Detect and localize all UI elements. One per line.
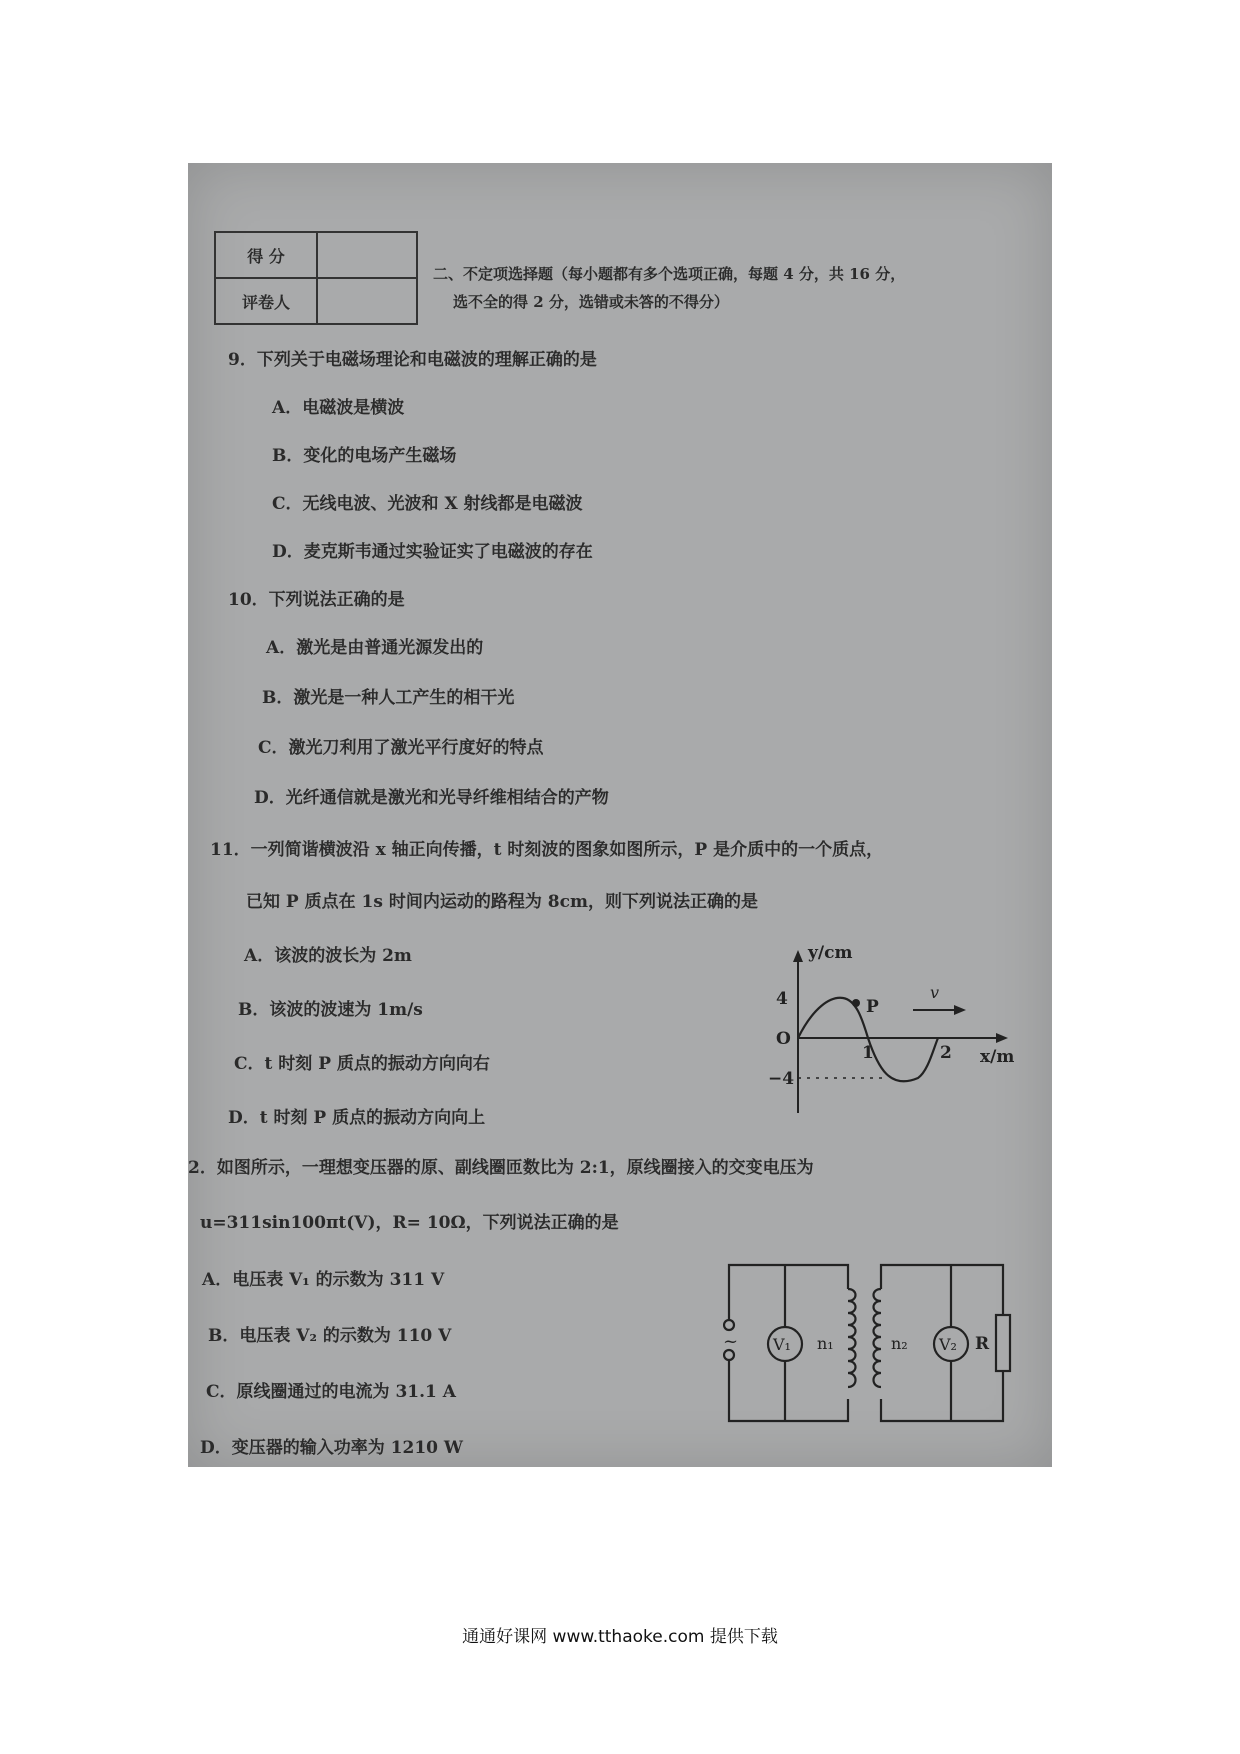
secondary-top-wire <box>881 1265 1003 1315</box>
question-10-option-b: B．激光是一种人工产生的相干光 <box>262 688 515 708</box>
ac-source-icon: ~ <box>723 1331 739 1352</box>
grader-value-cell <box>317 278 417 324</box>
question-11-stem-cont: 已知 P 质点在 1s 时间内运动的路程为 8cm，则下列说法正确的是 <box>246 892 758 912</box>
v2-label: V₂ <box>939 1335 957 1354</box>
primary-coil <box>848 1289 856 1387</box>
photographed-exam-page <box>188 163 1052 1467</box>
primary-bottom-wire <box>729 1359 848 1421</box>
velocity-label: v <box>930 983 940 1002</box>
y-tick-4: 4 <box>776 989 788 1009</box>
section-heading-note: 选不全的得 2 分，选错或未答的不得分） <box>453 293 729 311</box>
question-9-option-d: D．麦克斯韦通过实验证实了电磁波的存在 <box>272 542 593 562</box>
score-value-cell <box>317 232 417 278</box>
point-p-label: P <box>866 997 879 1017</box>
question-9-option-a: A．电磁波是横波 <box>272 398 405 418</box>
y-axis-label: y/cm <box>808 943 853 963</box>
secondary-bottom-wire <box>881 1371 1003 1421</box>
question-9-option-b: B．变化的电场产生磁场 <box>272 446 457 466</box>
x-tick-1: 1 <box>862 1043 874 1063</box>
n1-label: n₁ <box>817 1334 834 1353</box>
question-12-option-b: B．电压表 V₂ 的示数为 110 V <box>208 1326 452 1346</box>
score-table <box>214 231 418 325</box>
footer-source-credit: 通通好课网 www.tthaoke.com 提供下载 <box>462 1627 778 1647</box>
x-tick-2: 2 <box>940 1043 952 1063</box>
x-axis-arrow-icon <box>996 1033 1008 1043</box>
score-label: 得 分 <box>215 232 317 278</box>
question-10-option-d: D．光纤通信就是激光和光导纤维相结合的产物 <box>254 788 609 808</box>
question-10-option-c: C．激光刀利用了激光平行度好的特点 <box>258 738 544 758</box>
question-9-stem: 9．下列关于电磁场理论和电磁波的理解正确的是 <box>228 350 597 370</box>
question-12-option-a: A．电压表 V₁ 的示数为 311 V <box>202 1270 445 1290</box>
transformer-circuit <box>723 1259 1013 1429</box>
question-11-option-d: D．t 时刻 P 质点的振动方向向上 <box>228 1108 486 1128</box>
point-p-marker <box>852 999 860 1007</box>
question-10-option-a: A．激光是由普通光源发出的 <box>266 638 484 658</box>
x-axis-label: x/m <box>980 1047 1015 1067</box>
n2-label: n₂ <box>891 1334 908 1353</box>
primary-top-wire <box>729 1265 848 1319</box>
y-tick-origin: O <box>776 1029 791 1049</box>
question-11-stem: 11．一列简谐横波沿 x 轴正向传播，t 时刻波的图象如图所示，P 是介质中的一个质点， <box>210 840 884 860</box>
v1-label: V₁ <box>773 1335 791 1354</box>
question-11-option-b: B．该波的波速为 1m/s <box>238 1000 423 1020</box>
r-label: R <box>975 1334 990 1354</box>
question-9-option-c: C．无线电波、光波和 X 射线都是电磁波 <box>272 494 583 514</box>
section-heading: 二、不定项选择题（每小题都有多个选项正确，每题 4 分，共 16 分， <box>433 265 906 283</box>
wave-graph <box>768 938 1018 1118</box>
y-axis-arrow-icon <box>793 950 803 962</box>
question-10-stem: 10．下列说法正确的是 <box>228 590 405 610</box>
y-tick-minus-4: −4 <box>768 1069 795 1089</box>
question-12-stem-cont: u=311sin100πt(V)，R= 10Ω，下列说法正确的是 <box>200 1213 619 1233</box>
velocity-arrow-icon <box>954 1005 966 1015</box>
grader-label: 评卷人 <box>215 278 317 324</box>
secondary-coil <box>874 1289 882 1387</box>
question-11-option-c: C．t 时刻 P 质点的振动方向向右 <box>234 1054 490 1074</box>
input-terminal-top <box>724 1320 734 1330</box>
resistor-r <box>996 1315 1010 1371</box>
question-12-stem: 2．如图所示，一理想变压器的原、副线圈匝数比为 2:1，原线圈接入的交变电压为 <box>188 1158 814 1178</box>
question-12-option-d: D．变压器的输入功率为 1210 W <box>200 1438 463 1458</box>
question-11-option-a: A．该波的波长为 2m <box>244 946 412 966</box>
question-12-option-c: C．原线圈通过的电流为 31.1 A <box>206 1382 456 1402</box>
